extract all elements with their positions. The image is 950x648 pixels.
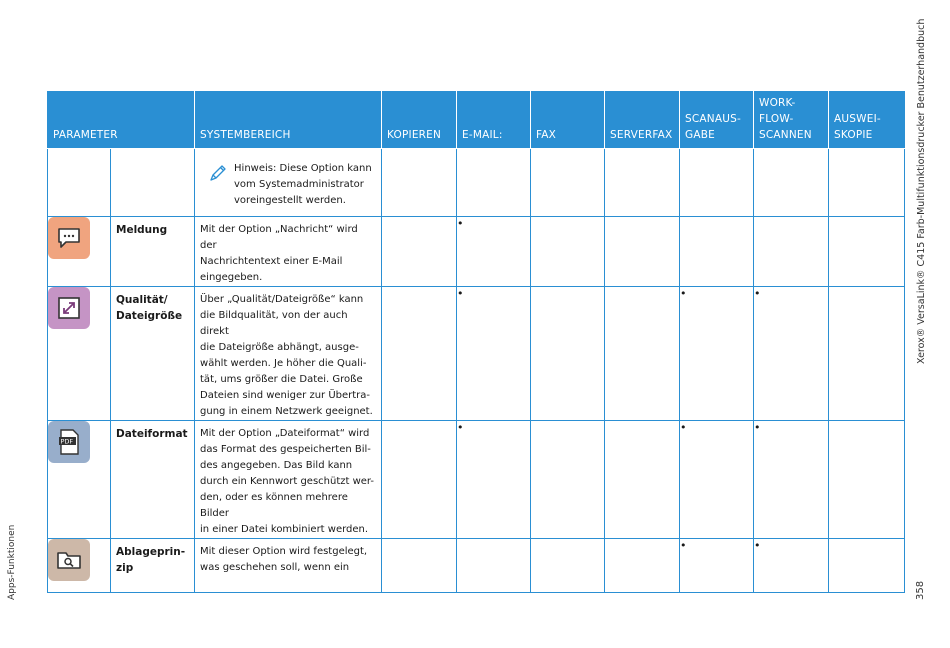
table-row [48, 287, 905, 421]
section-name: Apps-Funktionen [7, 524, 17, 600]
pdf-file-icon [48, 421, 90, 463]
availability-cell: • [754, 539, 829, 593]
header-serverfax: SERVERFAX [605, 92, 680, 149]
header-ausweiskopie: AUSWEI- SKOPIE [829, 92, 905, 149]
availability-cell [531, 217, 605, 287]
table-row-note [48, 149, 905, 217]
parameter-name: Ablageprin- zip [116, 546, 186, 574]
availability-cell [605, 287, 680, 421]
availability-cell [531, 539, 605, 593]
svg-text:PDF: PDF [60, 437, 74, 446]
availability-cell [531, 421, 605, 539]
message-icon [48, 217, 90, 259]
parameter-name: Dateiformat [116, 428, 188, 440]
parameter-description: Mit dieser Option wird festgelegt, was geschehen soll, wenn ein [200, 546, 368, 573]
availability-cell: • [457, 287, 531, 421]
availability-cell [457, 539, 531, 593]
page-number: 358 [915, 580, 926, 600]
availability-cell [829, 217, 905, 287]
parameter-name: Qualität/ Dateigröße [116, 294, 183, 322]
availability-cell: • [754, 287, 829, 421]
pencil-icon [208, 163, 230, 209]
availability-cell [605, 217, 680, 287]
header-email: E-MAIL: [457, 92, 531, 149]
table-row [48, 539, 905, 593]
availability-cell [829, 421, 905, 539]
parameter-table [47, 91, 905, 593]
table-row [48, 421, 905, 539]
availability-cell [605, 421, 680, 539]
availability-cell [382, 539, 457, 593]
header-systembereich: SYSTEMBEREICH [195, 92, 382, 149]
availability-cell [382, 217, 457, 287]
folder-search-icon [48, 539, 90, 581]
availability-cell [680, 217, 754, 287]
availability-cell [382, 287, 457, 421]
parameter-description: Mit der Option „Nachricht“ wird der Nachrichtentext einer E-Mail eingegeben. [200, 224, 358, 283]
parameter-description: Über „Qualität/Dateigröße“ kann die Bildqualität, von der auch direkt die Dateigröße abhängt, ausge- wählt werden. Je höher die Quali- tät, ums größer die Datei. Große Dateien sind weniger zur Übertra- gung in einem Netzwerk geeignet. [200, 294, 373, 417]
availability-cell [382, 421, 457, 539]
table-header-row [48, 92, 905, 149]
header-workflow-scannen: WORK- FLOW- SCANNEN [754, 92, 829, 149]
header-kopieren: KOPIEREN [382, 92, 457, 149]
availability-cell [829, 539, 905, 593]
availability-cell [605, 539, 680, 593]
quality-size-icon [48, 287, 90, 329]
table-row [48, 217, 905, 287]
availability-cell: • [457, 217, 531, 287]
header-fax: FAX [531, 92, 605, 149]
note-cell [195, 149, 382, 217]
availability-cell: • [457, 421, 531, 539]
availability-cell: • [680, 287, 754, 421]
document-title: Xerox® VersaLink® C415 Farb-Multifunktionsdrucker Benutzerhandbuch [916, 18, 927, 364]
header-parameter: PARAMETER [48, 92, 195, 149]
availability-cell [754, 217, 829, 287]
availability-cell [829, 287, 905, 421]
parameter-name: Meldung [116, 224, 168, 236]
header-scanausgabe: SCANAUS- GABE [680, 92, 754, 149]
availability-cell [531, 287, 605, 421]
parameter-description: Mit der Option „Dateiformat“ wird das Format des gespeicherten Bil- des angegeben. Das Bild kann durch ein Kennwort geschützt wer- den, oder es können mehrere Bilder in einer Datei kombiniert werden. [200, 428, 375, 535]
note-text: Hinweis: Diese Option kann vom Systemadministrator voreingestellt werden. [234, 163, 372, 206]
availability-cell: • [754, 421, 829, 539]
availability-cell: • [680, 539, 754, 593]
availability-cell: • [680, 421, 754, 539]
